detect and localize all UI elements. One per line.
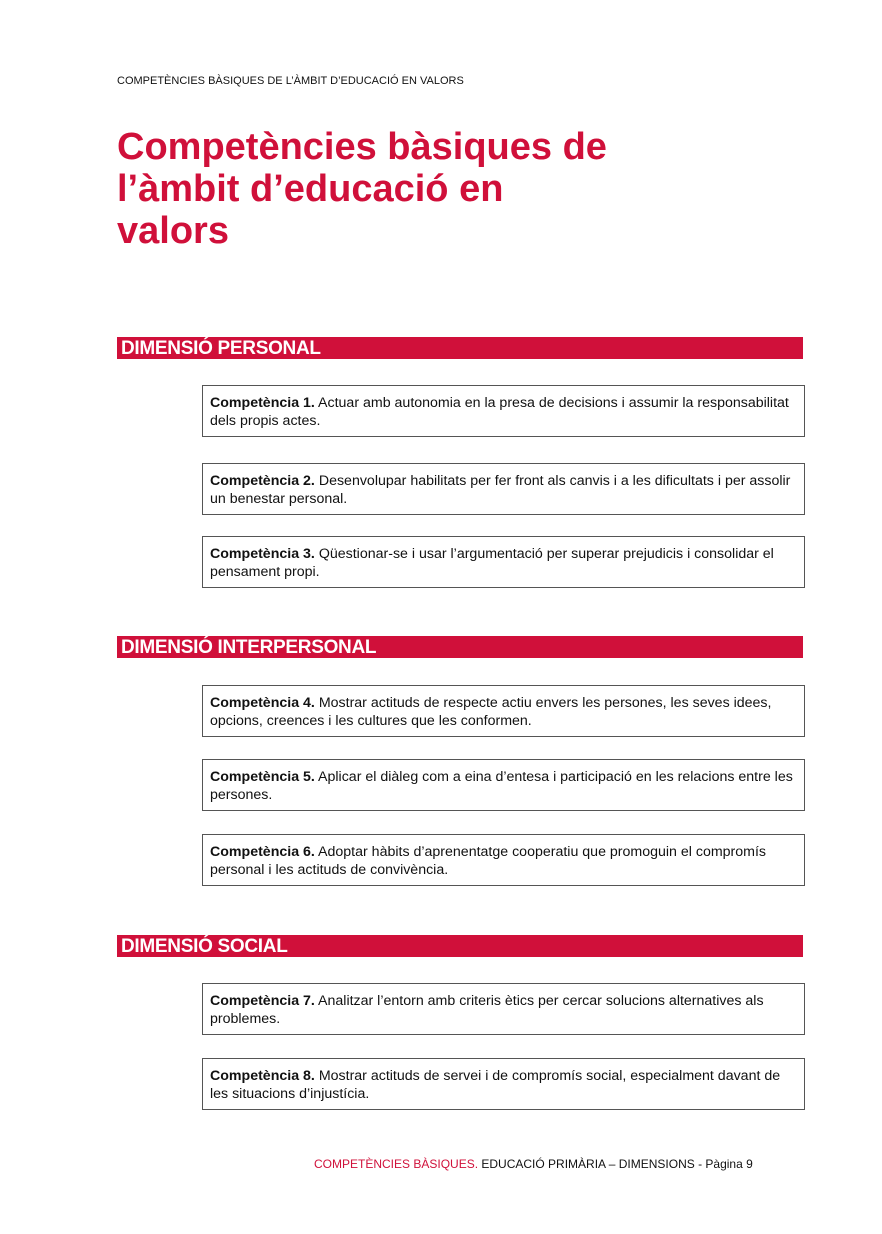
competence-box-8 (202, 1058, 805, 1110)
competence-name: Competència 5. (210, 769, 315, 785)
footer-text: EDUCACIÓ PRIMÀRIA – DIMENSIONS - Pàgina 9 (478, 1157, 753, 1171)
competence-box-2 (202, 463, 805, 515)
section-heading-label: DIMENSIÓ SOCIAL (121, 936, 288, 957)
competence-text: Adoptar hàbits d’aprenentatge cooperatiu que promoguin el compromís personal i les actituds de convivència. (210, 844, 767, 878)
section-heading-label: DIMENSIÓ INTERPERSONAL (121, 637, 377, 658)
competence-text: Actuar amb autonomia en la presa de decisions i assumir la responsabilitat dels propis actes. (210, 395, 789, 429)
competence-name: Competència 6. (210, 844, 315, 860)
competence-name: Competència 1. (210, 395, 315, 411)
competence-name: Competència 4. (210, 695, 315, 711)
competence-box-5 (202, 759, 805, 811)
competence-box-1 (202, 385, 805, 437)
section-heading-label: DIMENSIÓ PERSONAL (121, 338, 321, 359)
competence-box-6 (202, 834, 805, 886)
title-line: valors (117, 210, 229, 252)
title-line: l’àmbit d’educació en (117, 168, 504, 210)
title-line: Competències bàsiques de (117, 126, 607, 168)
page-footer (314, 1157, 753, 1171)
section-heading-personal (117, 337, 803, 359)
competence-name: Competència 3. (210, 546, 315, 562)
competence-text: Desenvolupar habilitats per fer front als canvis i a les dificultats i per assolir un benestar personal. (210, 473, 791, 507)
running-header: COMPETÈNCIES BÀSIQUES DE L’ÀMBIT D’EDUCACIÓ EN VALORS (117, 75, 464, 87)
competence-text: Mostrar actituds de servei i de compromís social, especialment davant de les situacions d’injustícia. (210, 1068, 781, 1102)
competence-box-7 (202, 983, 805, 1035)
competence-text: Analitzar l’entorn amb criteris ètics per cercar solucions alternatives als problemes. (210, 993, 764, 1027)
footer-red-text: COMPETÈNCIES BÀSIQUES. (314, 1157, 479, 1171)
page-title (117, 126, 677, 252)
competence-name: Competència 2. (210, 473, 315, 489)
competence-text: Aplicar el diàleg com a eina d’entesa i participació en les relacions entre les persones. (210, 769, 793, 803)
section-heading-social (117, 935, 803, 957)
competence-box-3 (202, 536, 805, 588)
competence-box-4 (202, 685, 805, 737)
competence-text: Mostrar actituds de respecte actiu envers les persones, les seves idees, opcions, creences i les cultures que les conformen. (210, 695, 772, 729)
competence-name: Competència 7. (210, 993, 315, 1009)
section-heading-interpersonal (117, 636, 803, 658)
competence-text: Qüestionar-se i usar l’argumentació per superar prejudicis i consolidar el pensament propi. (210, 546, 774, 580)
competence-name: Competència 8. (210, 1068, 315, 1084)
